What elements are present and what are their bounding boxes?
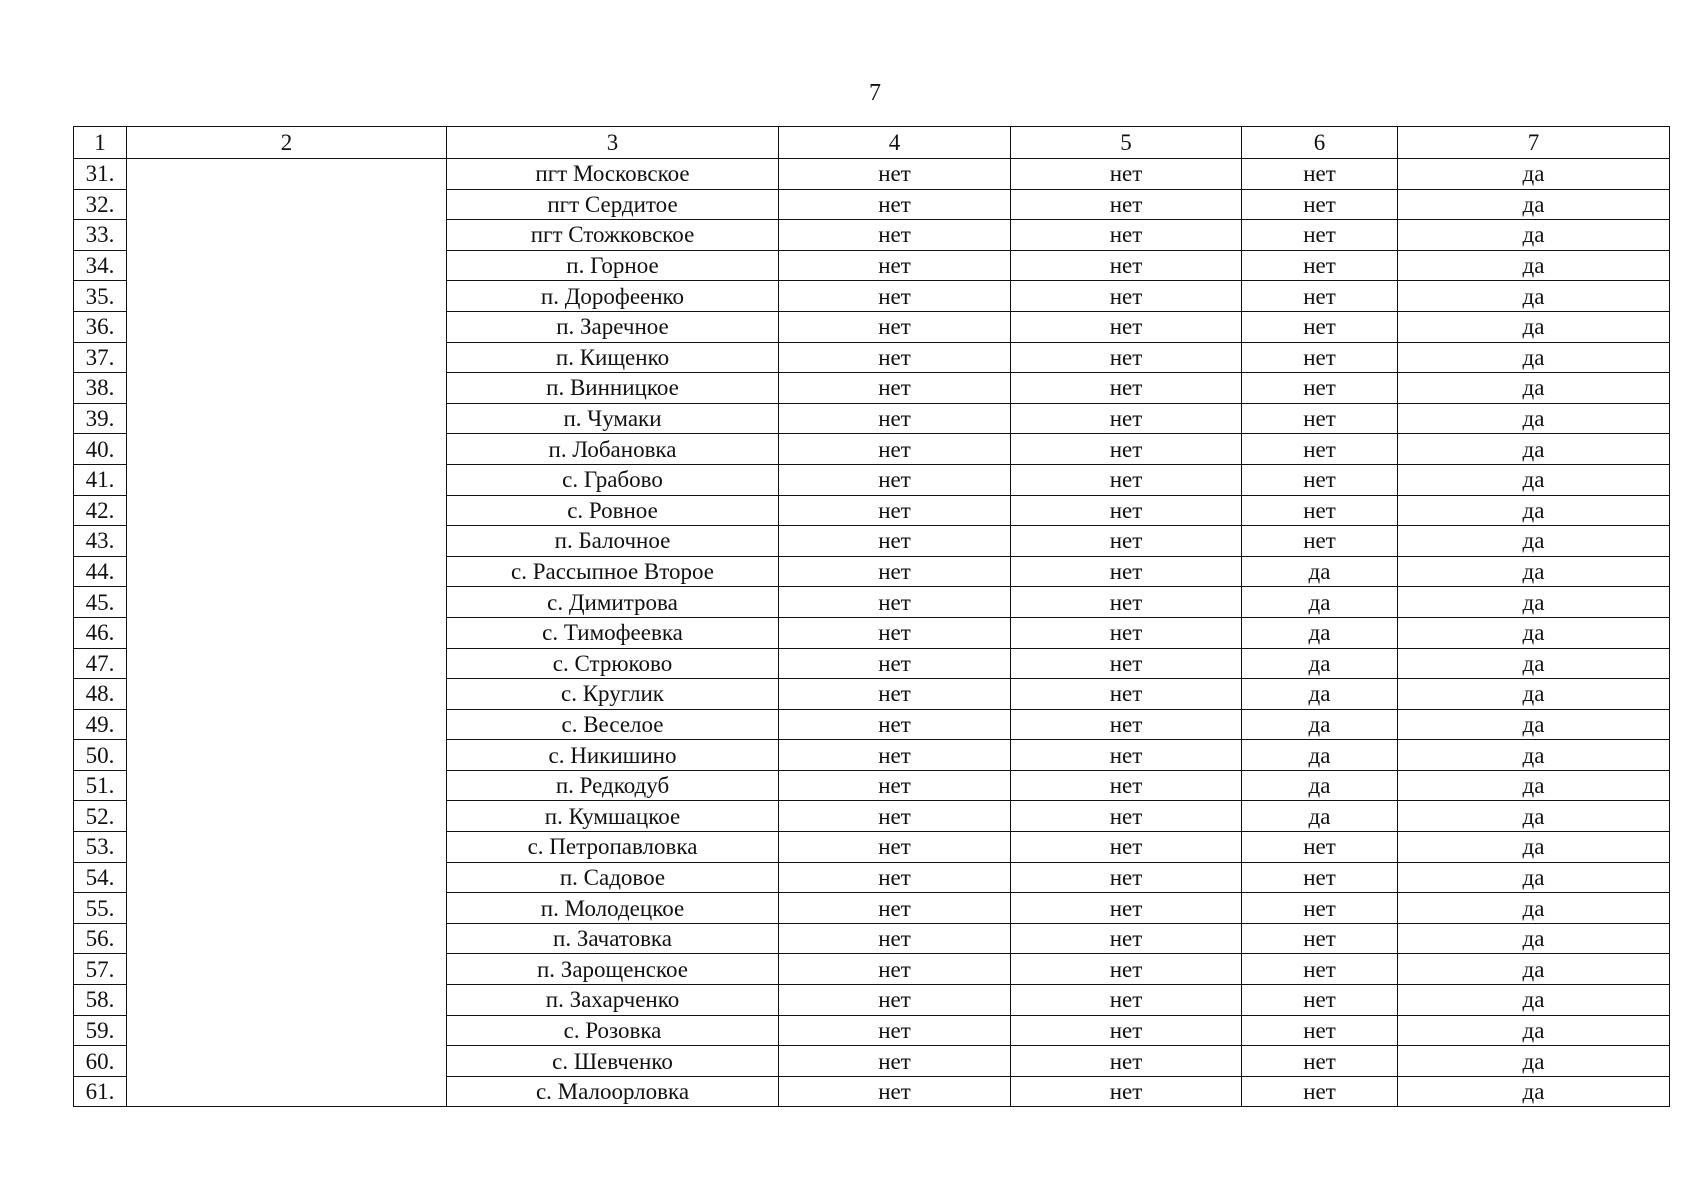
col4-cell: нет bbox=[779, 220, 1011, 251]
row-number-cell: 59. bbox=[74, 1015, 127, 1046]
col7-cell: да bbox=[1398, 403, 1670, 434]
col7-cell: да bbox=[1398, 373, 1670, 404]
settlement-name-cell: п. Лобановка bbox=[447, 434, 779, 465]
col5-cell: нет bbox=[1011, 311, 1242, 342]
col4-cell: нет bbox=[779, 954, 1011, 985]
settlement-name-cell: п. Винницкое bbox=[447, 373, 779, 404]
row-number-cell: 31. bbox=[74, 159, 127, 190]
col5-cell: нет bbox=[1011, 985, 1242, 1016]
col5-cell: нет bbox=[1011, 495, 1242, 526]
col5-cell: нет bbox=[1011, 893, 1242, 924]
row-number-cell: 38. bbox=[74, 373, 127, 404]
col5-cell: нет bbox=[1011, 801, 1242, 832]
col6-cell: нет bbox=[1242, 464, 1398, 495]
col7-cell: да bbox=[1398, 434, 1670, 465]
settlement-name-cell: п. Садовое bbox=[447, 862, 779, 893]
settlement-name-cell: с. Малоорловка bbox=[447, 1076, 779, 1107]
col7-cell: да bbox=[1398, 281, 1670, 312]
col5-cell: нет bbox=[1011, 709, 1242, 740]
col5-cell: нет bbox=[1011, 189, 1242, 220]
settlement-name-cell: с. Шевченко bbox=[447, 1046, 779, 1077]
settlement-name-cell: с. Грабово bbox=[447, 464, 779, 495]
col7-cell: да bbox=[1398, 556, 1670, 587]
col5-cell: нет bbox=[1011, 770, 1242, 801]
column-header: 2 bbox=[127, 127, 447, 159]
row-number-cell: 35. bbox=[74, 281, 127, 312]
col4-cell: нет bbox=[779, 770, 1011, 801]
row-number-cell: 53. bbox=[74, 832, 127, 863]
row-number-cell: 52. bbox=[74, 801, 127, 832]
col5-cell: нет bbox=[1011, 923, 1242, 954]
col5-cell: нет bbox=[1011, 556, 1242, 587]
col5-cell: нет bbox=[1011, 159, 1242, 190]
col4-cell: нет bbox=[779, 893, 1011, 924]
col4-cell: нет bbox=[779, 342, 1011, 373]
col4-cell: нет bbox=[779, 801, 1011, 832]
col6-cell: нет bbox=[1242, 434, 1398, 465]
col7-cell: да bbox=[1398, 311, 1670, 342]
settlement-name-cell: с. Розовка bbox=[447, 1015, 779, 1046]
settlement-name-cell: п. Молодецкое bbox=[447, 893, 779, 924]
col6-cell: да bbox=[1242, 556, 1398, 587]
col4-cell: нет bbox=[779, 648, 1011, 679]
col7-cell: да bbox=[1398, 1076, 1670, 1107]
row-number-cell: 46. bbox=[74, 617, 127, 648]
col6-cell: нет bbox=[1242, 832, 1398, 863]
settlement-name-cell: п. Кумшацкое bbox=[447, 801, 779, 832]
col7-cell: да bbox=[1398, 617, 1670, 648]
column-header: 6 bbox=[1242, 127, 1398, 159]
data-table bbox=[73, 126, 1670, 1107]
col7-cell: да bbox=[1398, 801, 1670, 832]
row-number-cell: 58. bbox=[74, 985, 127, 1016]
col4-cell: нет bbox=[779, 617, 1011, 648]
col7-cell: да bbox=[1398, 679, 1670, 710]
col7-cell: да bbox=[1398, 464, 1670, 495]
col6-cell: да bbox=[1242, 587, 1398, 618]
table-header-row bbox=[74, 127, 1670, 159]
col5-cell: нет bbox=[1011, 342, 1242, 373]
row-number-cell: 61. bbox=[74, 1076, 127, 1107]
settlement-name-cell: п. Кищенко bbox=[447, 342, 779, 373]
col5-cell: нет bbox=[1011, 434, 1242, 465]
col6-cell: нет bbox=[1242, 893, 1398, 924]
col4-cell: нет bbox=[779, 832, 1011, 863]
col7-cell: да bbox=[1398, 832, 1670, 863]
settlement-name-cell: с. Никишино bbox=[447, 740, 779, 771]
col7-cell: да bbox=[1398, 220, 1670, 251]
col4-cell: нет bbox=[779, 587, 1011, 618]
col6-cell: нет bbox=[1242, 985, 1398, 1016]
col4-cell: нет bbox=[779, 159, 1011, 190]
settlement-name-cell: п. Балочное bbox=[447, 526, 779, 557]
col4-cell: нет bbox=[779, 1046, 1011, 1077]
settlement-name-cell: п. Зачатовка bbox=[447, 923, 779, 954]
col7-cell: да bbox=[1398, 893, 1670, 924]
col6-cell: нет bbox=[1242, 526, 1398, 557]
col7-cell: да bbox=[1398, 1046, 1670, 1077]
col4-cell: нет bbox=[779, 1015, 1011, 1046]
settlement-name-cell: с. Димитрова bbox=[447, 587, 779, 618]
col4-cell: нет bbox=[779, 281, 1011, 312]
col5-cell: нет bbox=[1011, 1076, 1242, 1107]
col5-cell: нет bbox=[1011, 1046, 1242, 1077]
settlement-name-cell: с. Тимофеевка bbox=[447, 617, 779, 648]
settlement-name-cell: п. Захарченко bbox=[447, 985, 779, 1016]
settlement-name-cell: пгт Сердитое bbox=[447, 189, 779, 220]
col7-cell: да bbox=[1398, 709, 1670, 740]
col7-cell: да bbox=[1398, 159, 1670, 190]
col6-cell: нет bbox=[1242, 373, 1398, 404]
table-row bbox=[74, 159, 1670, 190]
col6-cell: нет bbox=[1242, 342, 1398, 373]
row-number-cell: 39. bbox=[74, 403, 127, 434]
col4-cell: нет bbox=[779, 923, 1011, 954]
col5-cell: нет bbox=[1011, 403, 1242, 434]
row-number-cell: 45. bbox=[74, 587, 127, 618]
col6-cell: да bbox=[1242, 617, 1398, 648]
col7-cell: да bbox=[1398, 342, 1670, 373]
col5-cell: нет bbox=[1011, 373, 1242, 404]
col5-cell: нет bbox=[1011, 250, 1242, 281]
row-number-cell: 36. bbox=[74, 311, 127, 342]
col4-cell: нет bbox=[779, 373, 1011, 404]
col5-cell: нет bbox=[1011, 1015, 1242, 1046]
col6-cell: нет bbox=[1242, 954, 1398, 985]
col5-cell: нет bbox=[1011, 464, 1242, 495]
col6-cell: нет bbox=[1242, 495, 1398, 526]
col7-cell: да bbox=[1398, 862, 1670, 893]
column-header: 7 bbox=[1398, 127, 1670, 159]
col5-cell: нет bbox=[1011, 220, 1242, 251]
col4-cell: нет bbox=[779, 556, 1011, 587]
col6-cell: нет bbox=[1242, 159, 1398, 190]
col4-cell: нет bbox=[779, 740, 1011, 771]
col4-cell: нет bbox=[779, 434, 1011, 465]
row-number-cell: 49. bbox=[74, 709, 127, 740]
col4-cell: нет bbox=[779, 250, 1011, 281]
col4-cell: нет bbox=[779, 679, 1011, 710]
row-number-cell: 44. bbox=[74, 556, 127, 587]
col4-cell: нет bbox=[779, 526, 1011, 557]
col6-cell: нет bbox=[1242, 281, 1398, 312]
row-number-cell: 60. bbox=[74, 1046, 127, 1077]
col4-cell: нет bbox=[779, 403, 1011, 434]
settlement-name-cell: с. Круглик bbox=[447, 679, 779, 710]
row-number-cell: 56. bbox=[74, 923, 127, 954]
col4-cell: нет bbox=[779, 311, 1011, 342]
row-number-cell: 47. bbox=[74, 648, 127, 679]
settlement-name-cell: с. Веселое bbox=[447, 709, 779, 740]
settlement-name-cell: п. Заречное bbox=[447, 311, 779, 342]
settlement-name-cell: п. Чумаки bbox=[447, 403, 779, 434]
col5-cell: нет bbox=[1011, 648, 1242, 679]
column-header: 3 bbox=[447, 127, 779, 159]
col5-cell: нет bbox=[1011, 281, 1242, 312]
col7-cell: да bbox=[1398, 250, 1670, 281]
settlement-name-cell: п. Горное bbox=[447, 250, 779, 281]
col4-cell: нет bbox=[779, 985, 1011, 1016]
col7-cell: да bbox=[1398, 587, 1670, 618]
col5-cell: нет bbox=[1011, 587, 1242, 618]
region-cell bbox=[127, 159, 447, 1107]
settlement-name-cell: с. Ровное bbox=[447, 495, 779, 526]
col7-cell: да bbox=[1398, 526, 1670, 557]
col7-cell: да bbox=[1398, 1015, 1670, 1046]
row-number-cell: 57. bbox=[74, 954, 127, 985]
col7-cell: да bbox=[1398, 495, 1670, 526]
col5-cell: нет bbox=[1011, 526, 1242, 557]
row-number-cell: 54. bbox=[74, 862, 127, 893]
col7-cell: да bbox=[1398, 648, 1670, 679]
col5-cell: нет bbox=[1011, 740, 1242, 771]
col6-cell: да bbox=[1242, 740, 1398, 771]
row-number-cell: 37. bbox=[74, 342, 127, 373]
settlement-name-cell: пгт Стожковское bbox=[447, 220, 779, 251]
col6-cell: нет bbox=[1242, 189, 1398, 220]
col4-cell: нет bbox=[779, 495, 1011, 526]
page-number: 7 bbox=[869, 80, 881, 106]
column-header: 4 bbox=[779, 127, 1011, 159]
col6-cell: да bbox=[1242, 648, 1398, 679]
col7-cell: да bbox=[1398, 740, 1670, 771]
row-number-cell: 51. bbox=[74, 770, 127, 801]
col7-cell: да bbox=[1398, 770, 1670, 801]
settlement-name-cell: п. Дорофеенко bbox=[447, 281, 779, 312]
col4-cell: нет bbox=[779, 1076, 1011, 1107]
row-number-cell: 34. bbox=[74, 250, 127, 281]
row-number-cell: 33. bbox=[74, 220, 127, 251]
col6-cell: нет bbox=[1242, 862, 1398, 893]
col7-cell: да bbox=[1398, 985, 1670, 1016]
col5-cell: нет bbox=[1011, 832, 1242, 863]
col6-cell: да bbox=[1242, 709, 1398, 740]
col6-cell: нет bbox=[1242, 1015, 1398, 1046]
col6-cell: нет bbox=[1242, 220, 1398, 251]
col6-cell: нет bbox=[1242, 311, 1398, 342]
row-number-cell: 42. bbox=[74, 495, 127, 526]
col6-cell: нет bbox=[1242, 403, 1398, 434]
col7-cell: да bbox=[1398, 923, 1670, 954]
col4-cell: нет bbox=[779, 464, 1011, 495]
row-number-cell: 43. bbox=[74, 526, 127, 557]
settlement-name-cell: п. Редкодуб bbox=[447, 770, 779, 801]
col6-cell: нет bbox=[1242, 1046, 1398, 1077]
settlement-name-cell: с. Рассыпное Второе bbox=[447, 556, 779, 587]
column-header: 5 bbox=[1011, 127, 1242, 159]
col6-cell: да bbox=[1242, 801, 1398, 832]
column-header: 1 bbox=[74, 127, 127, 159]
row-number-cell: 40. bbox=[74, 434, 127, 465]
row-number-cell: 48. bbox=[74, 679, 127, 710]
col6-cell: нет bbox=[1242, 1076, 1398, 1107]
row-number-cell: 32. bbox=[74, 189, 127, 220]
col7-cell: да bbox=[1398, 189, 1670, 220]
col7-cell: да bbox=[1398, 954, 1670, 985]
col5-cell: нет bbox=[1011, 954, 1242, 985]
col5-cell: нет bbox=[1011, 862, 1242, 893]
col5-cell: нет bbox=[1011, 679, 1242, 710]
col6-cell: да bbox=[1242, 770, 1398, 801]
col5-cell: нет bbox=[1011, 617, 1242, 648]
settlement-name-cell: пгт Московское bbox=[447, 159, 779, 190]
settlement-name-cell: п. Зарощенское bbox=[447, 954, 779, 985]
row-number-cell: 50. bbox=[74, 740, 127, 771]
col4-cell: нет bbox=[779, 709, 1011, 740]
row-number-cell: 41. bbox=[74, 464, 127, 495]
settlement-name-cell: с. Стрюково bbox=[447, 648, 779, 679]
col4-cell: нет bbox=[779, 862, 1011, 893]
row-number-cell: 55. bbox=[74, 893, 127, 924]
col6-cell: нет bbox=[1242, 923, 1398, 954]
col6-cell: нет bbox=[1242, 250, 1398, 281]
col6-cell: да bbox=[1242, 679, 1398, 710]
settlement-name-cell: с. Петропавловка bbox=[447, 832, 779, 863]
col4-cell: нет bbox=[779, 189, 1011, 220]
